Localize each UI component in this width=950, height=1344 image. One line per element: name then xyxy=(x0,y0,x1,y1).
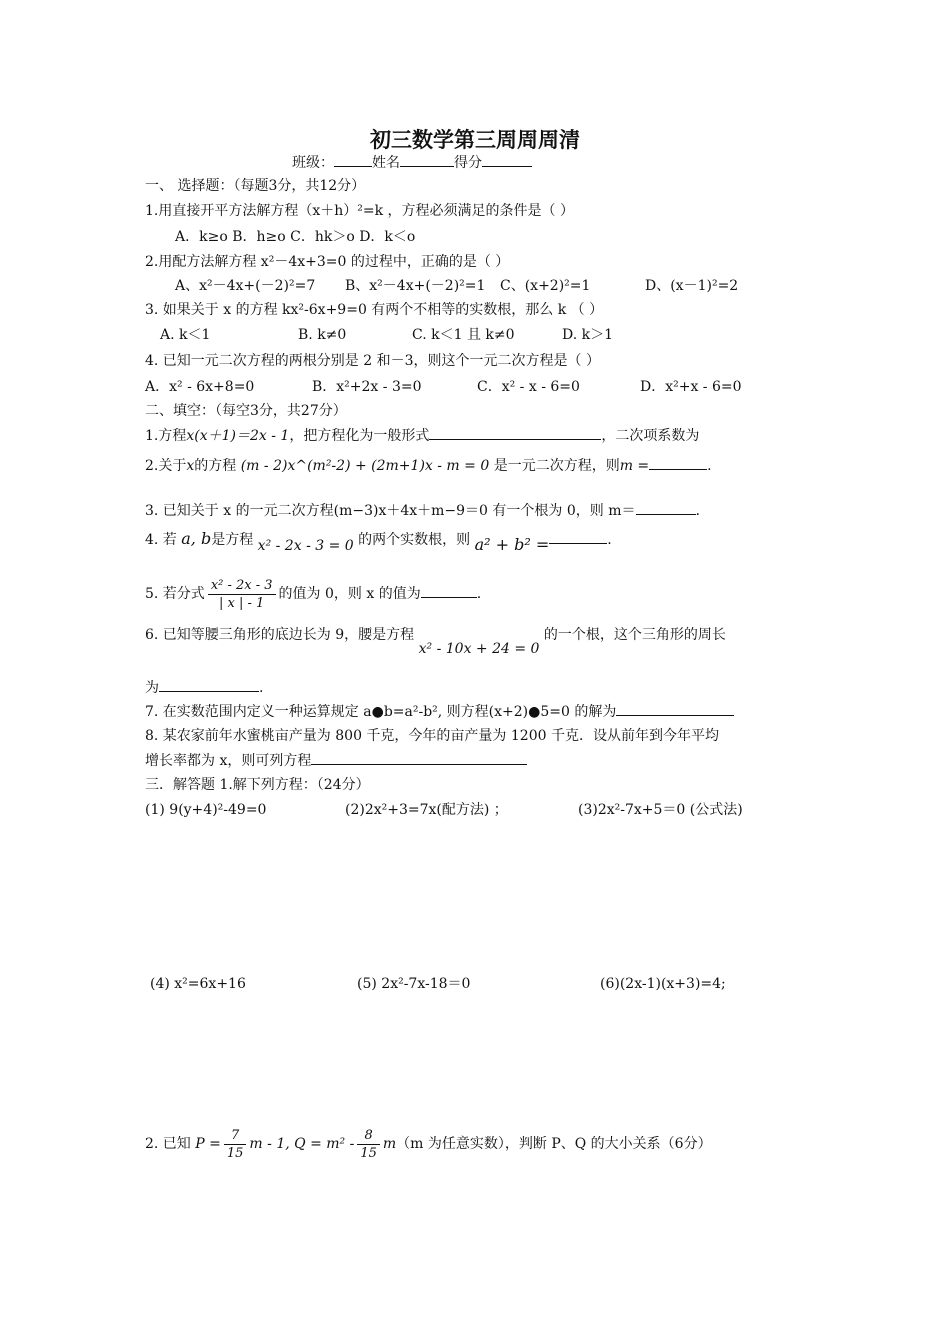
s2-q4-equation: x² - 2x - 3 = 0 xyxy=(257,538,354,554)
s3-problem-2: (2)2x²+3=7x(配方法) ； xyxy=(345,802,508,818)
s1-q3-option-d: D. k＞1 xyxy=(562,327,614,343)
section2-heading: 二、填空：（每空3分，共27分） xyxy=(145,403,347,419)
s2-q3: 3. 已知关于 x 的一元二次方程(m−3)x＋4x＋m−9＝0 有一个根为 0，则 m＝ . xyxy=(145,500,700,521)
name-blank[interactable] xyxy=(400,152,454,167)
s1-q4-text: 4. 已知一元二次方程的两根分别是 2 和－3，则这个一元二次方程是（ ） xyxy=(145,353,600,369)
s1-q1-options: A．k≥o B．h≥o C．hk＞o D．k＜o xyxy=(175,229,416,245)
s2-q2-m: m = xyxy=(619,458,650,474)
s1-q2-text: 2.用配方法解方程 x²－4x+3=0 的过程中，正确的是（ ） xyxy=(145,254,510,270)
s3-q2-f2-denominator: 15 xyxy=(360,1145,377,1161)
s2-q6-equation: x² - 10x + 24 = 0 xyxy=(418,641,540,657)
score-label: 得分 xyxy=(454,155,482,171)
s3-q2-mid: m - 1, Q = m² - xyxy=(249,1136,355,1152)
s3-problem-3: (3)2x²-7x+5＝0 (公式法) xyxy=(578,802,743,818)
s2-q6-wei: 为 xyxy=(145,680,159,696)
s3-q2-f1-numerator: 7 xyxy=(224,1127,247,1145)
s1-q3-text: 3. 如果关于 x 的方程 kx²-6x+9=0 有两个不相等的实数根，那么 k （ ） xyxy=(145,302,604,318)
s2-q4-expr: a² + b² = xyxy=(474,535,550,554)
s3-q2-suffix: （m 为任意实数），判断 P、Q 的大小关系（6分） xyxy=(396,1136,712,1152)
s2-q6-prefix: 6. 已知等腰三角形的底边长为 9，腰是方程 xyxy=(145,627,415,643)
s2-q3-blank[interactable] xyxy=(636,500,696,515)
s2-q5: 5. 若分式 $\frac{\text{x² - 2x - 3}}{| x | - 1}$ 的值为 0，则 x 的值为 . xyxy=(145,577,482,611)
s3-q2-P: P = xyxy=(195,1136,221,1152)
s2-q4: 4. 若 a, b是方程 x² - 2x - 3 = 0 的两个实数根，则 a² + b² = . xyxy=(145,529,612,554)
s2-q1-mid: ，把方程化为一般形式 xyxy=(289,428,430,444)
score-blank[interactable] xyxy=(482,152,532,167)
s1-q1-text: 1.用直接开平方法解方程（x＋h）²=k ，方程必须满足的条件是（ ） xyxy=(145,203,574,219)
s2-q1-prefix: 1.方程 xyxy=(145,428,187,444)
s2-q5-numerator: x² - 2x - 3 xyxy=(208,577,276,595)
section3-heading: 三．解答题 1.解下列方程：（24分） xyxy=(145,777,370,793)
s1-q2-option-b: B、x²－4x+(－2)²=1 xyxy=(345,278,486,294)
s1-q3-option-c: C. k＜1 且 k≠0 xyxy=(412,327,515,343)
s2-q5-prefix: 5. 若分式 xyxy=(145,586,205,602)
s2-q3-text: 3. 已知关于 x 的一元二次方程(m−3)x＋4x＋m−9＝0 有一个根为 0，则 m＝ xyxy=(145,503,636,519)
s2-q4-prefix: 4. 若 xyxy=(145,532,177,548)
s2-q4-mid2: 的两个实数根，则 xyxy=(358,532,471,548)
s2-q8-text: 增长率都为 x，则可列方程 xyxy=(145,753,312,769)
s3-q2-fraction-8-15 xyxy=(357,1127,380,1162)
s3-problem-1: (1) 9(y+4)²-49=0 xyxy=(145,802,267,818)
s3-q2-fraction-7-15 xyxy=(224,1127,247,1162)
s2-q2-suffix: 是一元二次方程，则 xyxy=(493,458,620,474)
s1-q4-option-c: C．x² - x - 6=0 xyxy=(477,379,580,395)
s2-q2-equation: (m - 2)x^(m²-2) + (2m+1)x - m = 0 xyxy=(240,458,490,474)
s1-q2-option-d: D、(x－1)²=2 xyxy=(645,278,739,294)
s2-q7-text: 7. 在实数范围内定义一种运算规定 a●b=a²-b², 则方程(x+2)●5=0 的解为 xyxy=(145,704,617,720)
s2-q2-var: x xyxy=(186,458,195,474)
s1-q3-option-a: A. k＜1 xyxy=(160,327,211,343)
s2-q5-suffix: 的值为 0，则 x 的值为 xyxy=(278,586,421,602)
s2-q4-ab: a, b xyxy=(181,529,212,548)
s1-q2-option-c: C、(x+2)²=1 xyxy=(500,278,591,294)
s1-q2-option-a: A、x²－4x+(－2)²=7 xyxy=(175,278,316,294)
page-title: 初三数学第三周周周清 xyxy=(370,128,580,152)
s3-q2 xyxy=(145,1124,712,1164)
s2-q1-blank[interactable] xyxy=(429,425,601,440)
s2-q1-equation: x(x＋1)＝2x - 1 xyxy=(186,428,290,444)
s2-q2: 2.关于x的方程 (m - 2)x^(m²-2) + (2m+1)x - m = 0 是一元二次方程，则m = . xyxy=(145,455,712,476)
s2-q6-line1 xyxy=(145,625,726,657)
s2-q4-blank[interactable] xyxy=(549,529,607,544)
s2-q8-line2 xyxy=(145,750,527,771)
section1-heading: 一、 选择题：（每题3分，共12分） xyxy=(145,178,366,194)
s1-q4-option-d: D．x²+x - 6=0 xyxy=(640,379,742,395)
s3-q2-prefix: 2. 已知 xyxy=(145,1136,191,1152)
s2-q1 xyxy=(145,425,699,446)
s2-q5-fraction xyxy=(208,577,276,612)
s2-q8-blank[interactable] xyxy=(311,750,527,765)
class-label: 班级： xyxy=(292,155,334,171)
s2-q2-prefix: 2.关于 xyxy=(145,458,187,474)
s3-q2-f1-denominator: 15 xyxy=(226,1145,244,1161)
class-blank[interactable] xyxy=(334,152,372,167)
s2-q2-blank[interactable] xyxy=(649,455,707,470)
s2-q8-line1: 8. 某农家前年水蜜桃亩产量为 800 千克，今年的亩产量为 1200 千克．设从前年到今年平均 xyxy=(145,728,719,744)
s3-q2-f2-numerator: 8 xyxy=(357,1127,380,1145)
s2-q6-blank[interactable] xyxy=(159,677,259,692)
s3-problem-6: (6)(2x-1)(x+3)=4; xyxy=(600,976,726,992)
s1-q4-option-a: A．x² - 6x+8=0 xyxy=(145,379,255,395)
s2-q4-mid: 是方程 xyxy=(211,532,254,548)
info-line xyxy=(292,152,532,173)
s1-q3-option-b: B. k≠0 xyxy=(298,327,347,343)
s2-q7-blank[interactable] xyxy=(616,701,734,716)
s2-q7 xyxy=(145,701,734,722)
name-label: 姓名 xyxy=(372,155,400,171)
s2-q2-mid: 的方程 xyxy=(194,458,237,474)
s2-q6-line2: 为 . xyxy=(145,677,263,698)
s2-q6-suffix: 的一个根，这个三角形的周长 xyxy=(543,627,726,643)
s2-q1-suffix: ，二次项系数为 xyxy=(601,428,700,444)
s2-q5-blank[interactable] xyxy=(421,583,477,598)
s2-q5-denominator: | x | - 1 xyxy=(219,595,265,611)
s1-q4-option-b: B．x²+2x - 3=0 xyxy=(312,379,422,395)
s3-q2-m: m xyxy=(382,1136,397,1152)
s3-problem-4: (4) x²=6x+16 xyxy=(150,976,246,992)
s3-problem-5: (5) 2x²-7x-18＝0 xyxy=(357,976,471,992)
